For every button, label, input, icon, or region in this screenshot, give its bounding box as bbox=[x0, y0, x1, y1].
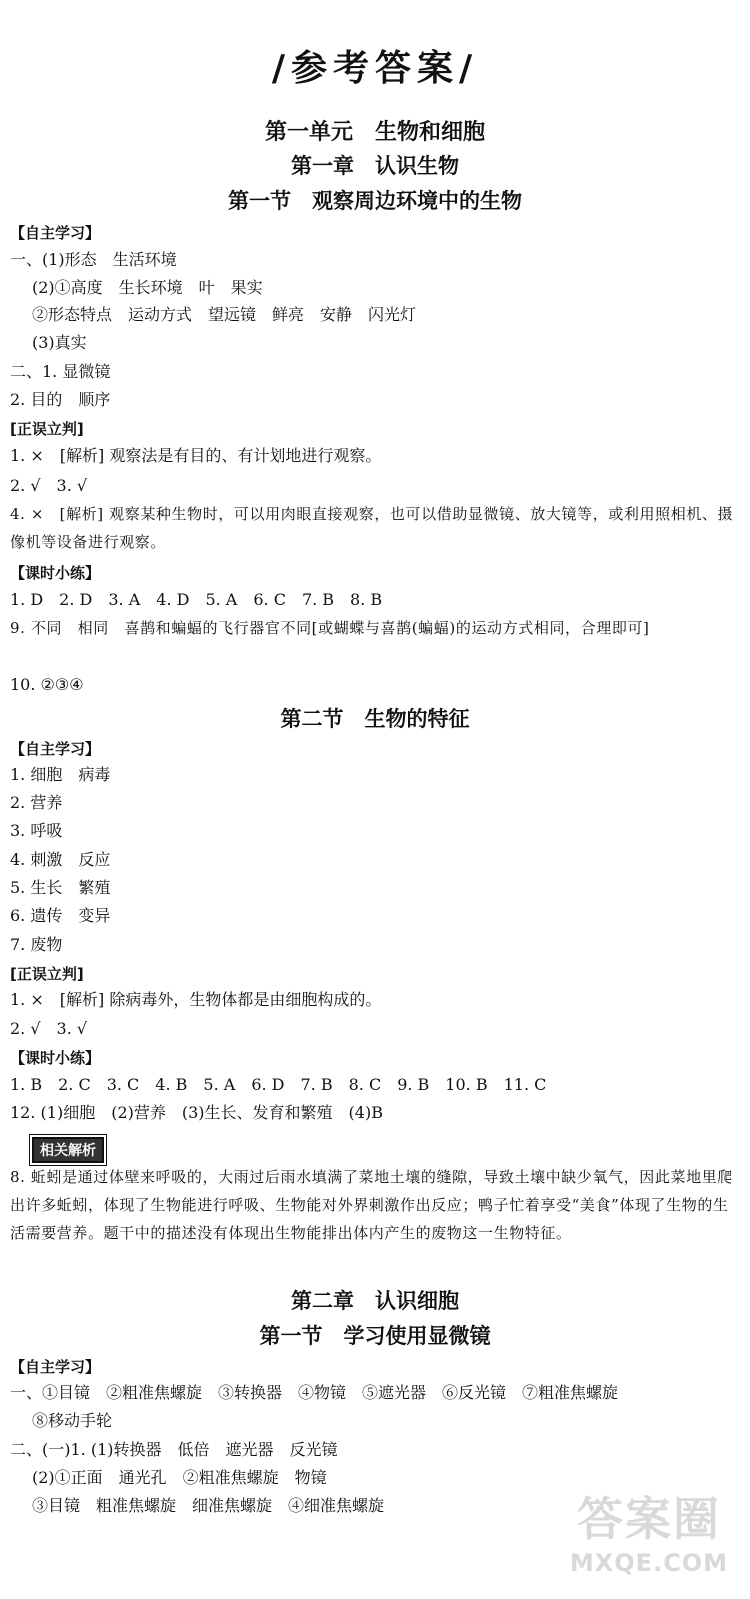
section-tag: 【自主学习】 bbox=[10, 740, 101, 758]
answer-line: (2)①高度 生长环境 叶 果实 bbox=[32, 278, 263, 297]
section-tag: [正误立判] bbox=[10, 965, 84, 983]
answer-line: 3. 呼吸 bbox=[10, 821, 63, 840]
answer-line: ⑧移动手轮 bbox=[32, 1411, 113, 1430]
answer-line: (3)真实 bbox=[32, 333, 87, 352]
answer-line: 1. 细胞 病毒 bbox=[10, 765, 111, 784]
answer-line: 1. D 2. D 3. A 4. D 5. A 6. C 7. B 8. B bbox=[10, 590, 383, 609]
section-tag: 【课时小练】 bbox=[10, 564, 101, 582]
chapter-title: 第一章 认识生物 bbox=[291, 154, 459, 178]
answer-line: 2. √ 3. √ bbox=[10, 476, 88, 495]
answer-line: 10. ②③④ bbox=[10, 675, 84, 694]
answer-line: 二、1. 显微镜 bbox=[10, 362, 111, 381]
answer-line: 5. 生长 繁殖 bbox=[10, 878, 111, 897]
answer-paragraph: 4. × [解析] 观察某种生物时，可以用肉眼直接观察，也可以借助显微镜、放大镜等，或利用照相机、摄像机等设备进行观察。 bbox=[10, 505, 734, 551]
analysis-paragraph: 8. 蚯蚓是通过体壁来呼吸的，大雨过后雨水填满了菜地土壤的缝隙，导致土壤中缺少氧气，因此菜地里爬出许多蚯蚓，体现了生物能进行呼吸、生物能对外界刺激作出反应；鸭子忙着享受“美食”体现了生物的生活需要营养。题干中的描述没有体现出生物能排出体内产生的废物这一生物特征。 bbox=[10, 1168, 733, 1242]
answer-line: 一、①目镜 ②粗准焦螺旋 ③转换器 ④物镜 ⑤遮光器 ⑥反光镜 ⑦粗准焦螺旋 bbox=[10, 1383, 619, 1402]
section-tag: [正误立判] bbox=[10, 420, 84, 438]
section-tag: 【自主学习】 bbox=[10, 1358, 101, 1376]
section-title: 第一节 学习使用显微镜 bbox=[259, 1324, 491, 1348]
section-title: 第二节 生物的特征 bbox=[280, 707, 470, 731]
chapter-title: 第二章 认识细胞 bbox=[291, 1289, 459, 1313]
answer-paragraph: 9. 不同 相同 喜鹊和蝙蝠的飞行器官不同[或蝴蝶与喜鹊(蝙蝠)的运动方式相同，合理即可] bbox=[10, 619, 650, 637]
answer-line: 二、(一)1. (1)转换器 低倍 遮光器 反光镜 bbox=[10, 1440, 338, 1459]
watermark-logo bbox=[554, 1489, 744, 1599]
answer-line: 4. 刺激 反应 bbox=[10, 850, 111, 869]
answer-line: ②形态特点 运动方式 望远镜 鲜亮 安静 闪光灯 bbox=[32, 305, 417, 324]
section-tag: 【自主学习】 bbox=[10, 224, 101, 242]
answer-line: 12. (1)细胞 (2)营养 (3)生长、发育和繁殖 (4)B bbox=[10, 1103, 383, 1122]
related-analysis-label: 相关解析 bbox=[32, 1137, 104, 1163]
answer-line: 一、(1)形态 生活环境 bbox=[10, 250, 177, 269]
watermark-text: 答案圈 bbox=[577, 1492, 721, 1546]
page-banner: /参考答案/ bbox=[271, 48, 479, 89]
answer-line: (2)①正面 通光孔 ②粗准焦螺旋 物镜 bbox=[32, 1468, 327, 1487]
answer-line: 2. 营养 bbox=[10, 793, 63, 812]
answer-line: 2. 目的 顺序 bbox=[10, 390, 111, 409]
watermark-url: MXQE.COM bbox=[569, 1549, 729, 1577]
unit-title: 第一单元 生物和细胞 bbox=[264, 120, 485, 145]
answer-line: 1. × [解析] 观察法是有目的、有计划地进行观察。 bbox=[10, 446, 382, 465]
answer-line: 1. B 2. C 3. C 4. B 5. A 6. D 7. B 8. C 9. B 10. B 11. C bbox=[10, 1075, 547, 1094]
answer-line: 7. 废物 bbox=[10, 935, 63, 954]
answer-line: 1. × [解析] 除病毒外，生物体都是由细胞构成的。 bbox=[10, 990, 382, 1009]
answer-line: 2. √ 3. √ bbox=[10, 1019, 88, 1038]
answer-line: 6. 遗传 变异 bbox=[10, 906, 111, 925]
answer-line: ③目镜 粗准焦螺旋 细准焦螺旋 ④细准焦螺旋 bbox=[32, 1496, 385, 1515]
section-tag: 【课时小练】 bbox=[10, 1049, 101, 1067]
section-title: 第一节 观察周边环境中的生物 bbox=[228, 189, 522, 213]
